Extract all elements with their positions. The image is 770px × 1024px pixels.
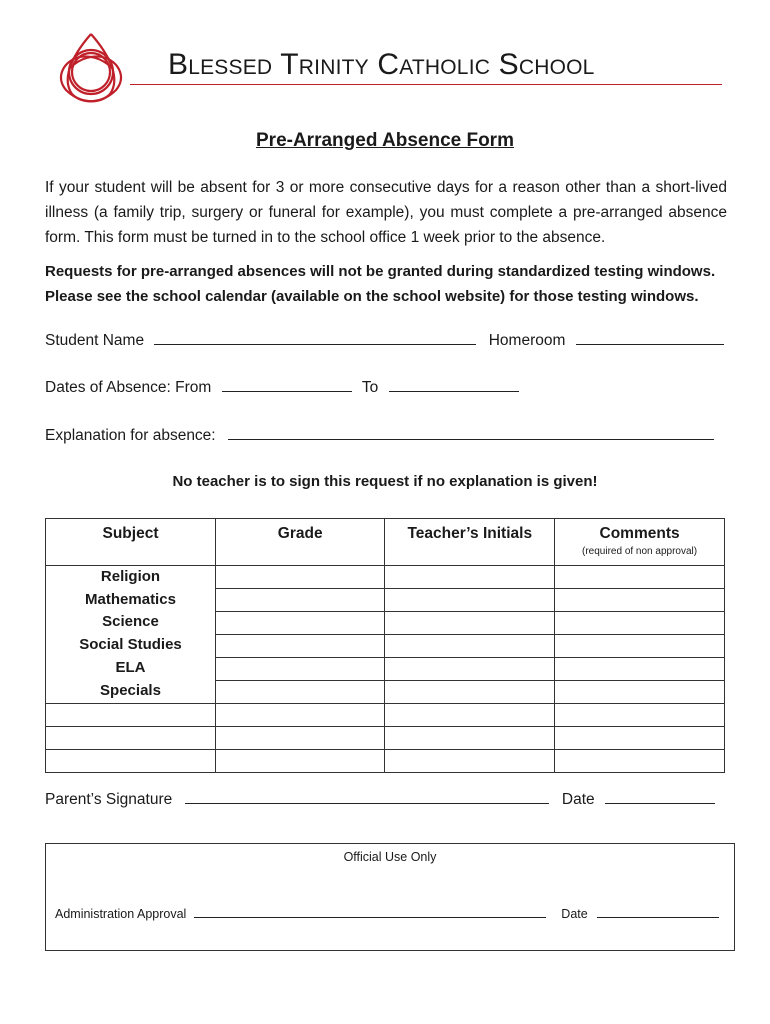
intro-paragraph: If your student will be absent for 3 or more consecutive days for a reason other than a short-lived illness (a family trip, surgery or funeral for example), you must complete a pre-arranged absence form. This form must be turned in to the school office 1 week prior to the absence. bbox=[45, 179, 727, 246]
date-from-field[interactable] bbox=[222, 377, 352, 392]
comments-cell[interactable] bbox=[555, 566, 725, 589]
grade-cell[interactable] bbox=[215, 589, 384, 612]
student-row bbox=[45, 330, 724, 350]
admin-date-label: Date bbox=[561, 907, 588, 921]
subject-specials: Specials bbox=[100, 681, 161, 699]
table-row bbox=[46, 727, 725, 750]
official-use-box bbox=[45, 843, 735, 951]
grade-cell[interactable] bbox=[215, 727, 384, 750]
table-row bbox=[46, 750, 725, 773]
subjects-list bbox=[46, 566, 216, 704]
header-rule bbox=[130, 84, 722, 85]
table-header-row bbox=[46, 519, 725, 566]
admin-date-field[interactable] bbox=[597, 906, 719, 918]
subject-cell[interactable] bbox=[46, 727, 216, 750]
teacher-initials-header: Teacher’s Initials bbox=[385, 519, 555, 566]
grade-cell[interactable] bbox=[215, 681, 384, 704]
initials-cell[interactable] bbox=[385, 612, 555, 635]
trinity-knot-logo bbox=[50, 28, 132, 110]
table-row bbox=[46, 566, 725, 589]
initials-cell[interactable] bbox=[385, 658, 555, 681]
initials-cell[interactable] bbox=[385, 681, 555, 704]
subject-ela: ELA bbox=[115, 658, 146, 676]
comments-cell[interactable] bbox=[555, 681, 725, 704]
admin-approval-field[interactable] bbox=[194, 906, 546, 918]
grade-cell[interactable] bbox=[215, 658, 384, 681]
testing-notice-line-1: Requests for pre-arranged absences will not be granted during standardized testing windows. bbox=[45, 263, 716, 280]
dates-from-label: Dates of Absence: From bbox=[45, 379, 212, 396]
subject-cell[interactable] bbox=[46, 750, 216, 773]
subject-social-studies: Social Studies bbox=[79, 636, 182, 654]
initials-cell[interactable] bbox=[385, 704, 555, 727]
explanation-label: Explanation for absence: bbox=[45, 427, 216, 444]
admin-approval-row bbox=[55, 906, 719, 921]
homeroom-label: Homeroom bbox=[488, 332, 566, 349]
grades-table bbox=[45, 518, 725, 773]
comments-cell[interactable] bbox=[555, 727, 725, 750]
student-name-field[interactable] bbox=[154, 330, 476, 345]
dates-to-label: To bbox=[361, 379, 379, 396]
table-row bbox=[46, 704, 725, 727]
explanation-row bbox=[45, 425, 714, 445]
comments-header-label: Comments bbox=[599, 525, 680, 542]
parent-signature-label: Parent’s Signature bbox=[45, 791, 173, 808]
grade-cell[interactable] bbox=[215, 635, 384, 658]
official-use-title: Official Use Only bbox=[343, 850, 437, 864]
subject-mathematics: Mathematics bbox=[85, 590, 176, 608]
student-name-label: Student Name bbox=[45, 332, 145, 349]
form-title: Pre-Arranged Absence Form bbox=[256, 130, 514, 151]
comments-cell[interactable] bbox=[555, 658, 725, 681]
initials-cell[interactable] bbox=[385, 727, 555, 750]
initials-cell[interactable] bbox=[385, 566, 555, 589]
homeroom-field[interactable] bbox=[576, 330, 724, 345]
parent-signature-row bbox=[45, 789, 715, 809]
comments-cell[interactable] bbox=[555, 750, 725, 773]
comments-note: (required of non approval) bbox=[582, 546, 698, 557]
comments-cell[interactable] bbox=[555, 635, 725, 658]
date-to-field[interactable] bbox=[389, 377, 519, 392]
subject-religion: Religion bbox=[100, 568, 161, 585]
comments-cell[interactable] bbox=[555, 589, 725, 612]
admin-approval-label: Administration Approval bbox=[55, 907, 187, 921]
parent-date-label: Date bbox=[561, 791, 595, 808]
subject-science: Science bbox=[102, 613, 159, 631]
testing-notice-line-2: Please see the school calendar (available on the school website) for those testing windows. bbox=[45, 288, 699, 305]
subject-header: Subject bbox=[46, 519, 216, 566]
explanation-field[interactable] bbox=[228, 425, 714, 440]
comments-cell[interactable] bbox=[555, 704, 725, 727]
initials-cell[interactable] bbox=[385, 635, 555, 658]
grade-cell[interactable] bbox=[215, 704, 384, 727]
comments-header bbox=[555, 519, 725, 566]
teacher-warning: No teacher is to sign this request if no explanation is given! bbox=[172, 473, 598, 490]
dates-row bbox=[45, 377, 519, 397]
testing-notice bbox=[45, 259, 727, 309]
school-name: Blessed Trinity Catholic School bbox=[168, 48, 595, 81]
parent-signature-field[interactable] bbox=[185, 789, 549, 804]
subject-cell[interactable] bbox=[46, 704, 216, 727]
grade-cell[interactable] bbox=[215, 566, 384, 589]
initials-cell[interactable] bbox=[385, 589, 555, 612]
grade-cell[interactable] bbox=[215, 612, 384, 635]
comments-cell[interactable] bbox=[555, 612, 725, 635]
initials-cell[interactable] bbox=[385, 750, 555, 773]
parent-date-field[interactable] bbox=[605, 789, 715, 804]
grade-header: Grade bbox=[215, 519, 384, 566]
grade-cell[interactable] bbox=[215, 750, 384, 773]
